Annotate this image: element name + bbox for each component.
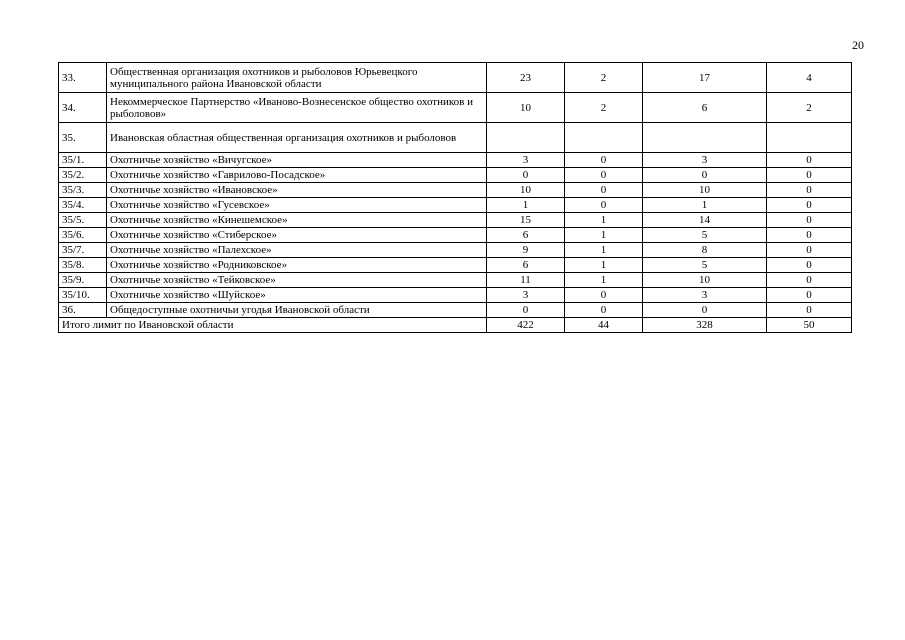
value-cell: 10 (643, 183, 767, 198)
value-cell: 5 (643, 228, 767, 243)
organization-name: Некоммерческое Партнерство «Иваново-Вознесенское общество охотников и рыболовов» (107, 93, 487, 123)
value-cell: 3 (643, 288, 767, 303)
value-cell: 0 (767, 258, 852, 273)
value-cell: 0 (487, 168, 565, 183)
value-cell: 0 (767, 153, 852, 168)
value-cell: 1 (487, 198, 565, 213)
value-cell: 0 (767, 168, 852, 183)
table-row (59, 153, 852, 168)
total-value-cell: 50 (767, 318, 852, 333)
table-row (59, 213, 852, 228)
organization-name: Общественная организация охотников и рыболовов Юрьевецкого муниципального района Ивановской области (107, 63, 487, 93)
organization-name: Ивановская областная общественная организация охотников и рыболовов (107, 123, 487, 153)
row-number: 35/4. (59, 198, 107, 213)
total-label: Итого лимит по Ивановской области (59, 318, 487, 333)
row-number: 33. (59, 63, 107, 93)
table-row (59, 168, 852, 183)
value-cell (487, 123, 565, 153)
row-number: 35/6. (59, 228, 107, 243)
table-row (59, 63, 852, 93)
value-cell: 0 (565, 183, 643, 198)
row-number: 34. (59, 93, 107, 123)
value-cell: 1 (565, 213, 643, 228)
organization-name: Охотничье хозяйство «Ивановское» (107, 183, 487, 198)
value-cell: 6 (487, 258, 565, 273)
row-number: 36. (59, 303, 107, 318)
total-value-cell: 328 (643, 318, 767, 333)
value-cell: 0 (767, 198, 852, 213)
organization-name: Охотничье хозяйство «Гаврилово-Посадское» (107, 168, 487, 183)
table-row (59, 288, 852, 303)
total-value-cell: 422 (487, 318, 565, 333)
row-number: 35/7. (59, 243, 107, 258)
value-cell: 3 (487, 288, 565, 303)
value-cell: 0 (565, 303, 643, 318)
table-row (59, 93, 852, 123)
value-cell: 0 (565, 198, 643, 213)
organization-name: Охотничье хозяйство «Палехское» (107, 243, 487, 258)
value-cell: 14 (643, 213, 767, 228)
value-cell: 1 (643, 198, 767, 213)
value-cell: 1 (565, 258, 643, 273)
value-cell: 0 (767, 243, 852, 258)
table-row (59, 303, 852, 318)
organization-name: Охотничье хозяйство «Шуйское» (107, 288, 487, 303)
value-cell: 4 (767, 63, 852, 93)
row-number: 35/8. (59, 258, 107, 273)
organization-name: Охотничье хозяйство «Стиберское» (107, 228, 487, 243)
value-cell: 3 (487, 153, 565, 168)
value-cell: 1 (565, 243, 643, 258)
value-cell (643, 123, 767, 153)
organization-name: Охотничье хозяйство «Кинешемское» (107, 213, 487, 228)
value-cell: 0 (487, 303, 565, 318)
value-cell: 17 (643, 63, 767, 93)
value-cell: 5 (643, 258, 767, 273)
organization-name: Охотничье хозяйство «Родниковское» (107, 258, 487, 273)
table-row (59, 273, 852, 288)
row-number: 35/9. (59, 273, 107, 288)
value-cell: 0 (643, 168, 767, 183)
value-cell: 2 (565, 63, 643, 93)
total-value-cell: 44 (565, 318, 643, 333)
row-number: 35. (59, 123, 107, 153)
value-cell: 0 (565, 153, 643, 168)
value-cell: 0 (767, 273, 852, 288)
value-cell: 0 (767, 213, 852, 228)
value-cell: 9 (487, 243, 565, 258)
value-cell (565, 123, 643, 153)
value-cell: 3 (643, 153, 767, 168)
value-cell (767, 123, 852, 153)
value-cell: 2 (767, 93, 852, 123)
table-row (59, 258, 852, 273)
value-cell: 2 (565, 93, 643, 123)
organization-name: Охотничье хозяйство «Тейковское» (107, 273, 487, 288)
value-cell: 0 (767, 303, 852, 318)
table-row (59, 198, 852, 213)
organization-name: Охотничье хозяйство «Гусевское» (107, 198, 487, 213)
value-cell: 0 (565, 168, 643, 183)
value-cell: 11 (487, 273, 565, 288)
value-cell: 23 (487, 63, 565, 93)
table-row (59, 183, 852, 198)
value-cell: 10 (487, 93, 565, 123)
row-number: 35/1. (59, 153, 107, 168)
hunting-limits-table (58, 62, 852, 333)
row-number: 35/5. (59, 213, 107, 228)
value-cell: 1 (565, 273, 643, 288)
value-cell: 10 (643, 273, 767, 288)
total-row (59, 318, 852, 333)
organization-name: Общедоступные охотничьи угодья Ивановской области (107, 303, 487, 318)
value-cell: 6 (643, 93, 767, 123)
page-number: 20 (852, 38, 864, 52)
table-row (59, 123, 852, 153)
row-number: 35/3. (59, 183, 107, 198)
value-cell: 0 (565, 288, 643, 303)
row-number: 35/2. (59, 168, 107, 183)
value-cell: 15 (487, 213, 565, 228)
value-cell: 1 (565, 228, 643, 243)
value-cell: 0 (767, 183, 852, 198)
organization-name: Охотничье хозяйство «Вичугское» (107, 153, 487, 168)
value-cell: 0 (767, 228, 852, 243)
table-row (59, 243, 852, 258)
value-cell: 10 (487, 183, 565, 198)
value-cell: 8 (643, 243, 767, 258)
table-row (59, 228, 852, 243)
row-number: 35/10. (59, 288, 107, 303)
value-cell: 0 (767, 288, 852, 303)
value-cell: 0 (643, 303, 767, 318)
value-cell: 6 (487, 228, 565, 243)
